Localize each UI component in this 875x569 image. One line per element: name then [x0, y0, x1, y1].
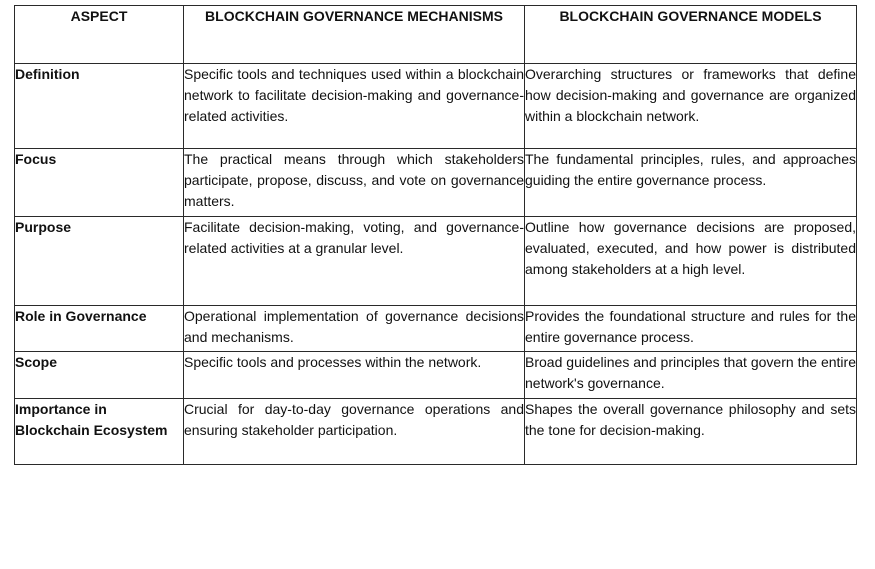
table-row [15, 149, 857, 217]
table-row [15, 352, 857, 399]
header-row [15, 6, 857, 64]
header-aspect: ASPECT [15, 6, 184, 64]
row-models: Overarching structures or frameworks that define how decision-making and governance are organized within a blockchain network. [525, 64, 857, 149]
row-models: Provides the foundational structure and rules for the entire governance process. [525, 306, 857, 352]
table-row [15, 306, 857, 352]
comparison-table [14, 5, 857, 465]
row-models: Shapes the overall governance philosophy and sets the tone for decision-making. [525, 399, 857, 465]
header-mechanisms: BLOCKCHAIN GOVERNANCE MECHANISMS [184, 6, 525, 64]
row-mechanisms: Specific tools and processes within the network. [184, 352, 525, 399]
row-models: Outline how governance decisions are proposed, evaluated, executed, and how power is distributed among stakeholders at a high level. [525, 217, 857, 306]
row-aspect: Role in Governance [15, 306, 184, 352]
table-row [15, 399, 857, 465]
row-mechanisms: Crucial for day-to-day governance operations and ensuring stakeholder participation. [184, 399, 525, 465]
row-aspect: Focus [15, 149, 184, 217]
table-row [15, 64, 857, 149]
row-models: Broad guidelines and principles that govern the entire network's governance. [525, 352, 857, 399]
row-aspect: Scope [15, 352, 184, 399]
row-mechanisms: Specific tools and techniques used within a blockchain network to facilitate decision-making and governance-related activities. [184, 64, 525, 149]
table-row [15, 217, 857, 306]
row-aspect: Purpose [15, 217, 184, 306]
row-aspect: Definition [15, 64, 184, 149]
row-mechanisms: Operational implementation of governance decisions and mechanisms. [184, 306, 525, 352]
header-models: BLOCKCHAIN GOVERNANCE MODELS [525, 6, 857, 64]
row-mechanisms: Facilitate decision-making, voting, and governance-related activities at a granular level. [184, 217, 525, 306]
row-mechanisms: The practical means through which stakeholders participate, propose, discuss, and vote on governance matters. [184, 149, 525, 217]
row-models: The fundamental principles, rules, and approaches guiding the entire governance process. [525, 149, 857, 217]
row-aspect: Importance in Blockchain Ecosystem [15, 399, 184, 465]
